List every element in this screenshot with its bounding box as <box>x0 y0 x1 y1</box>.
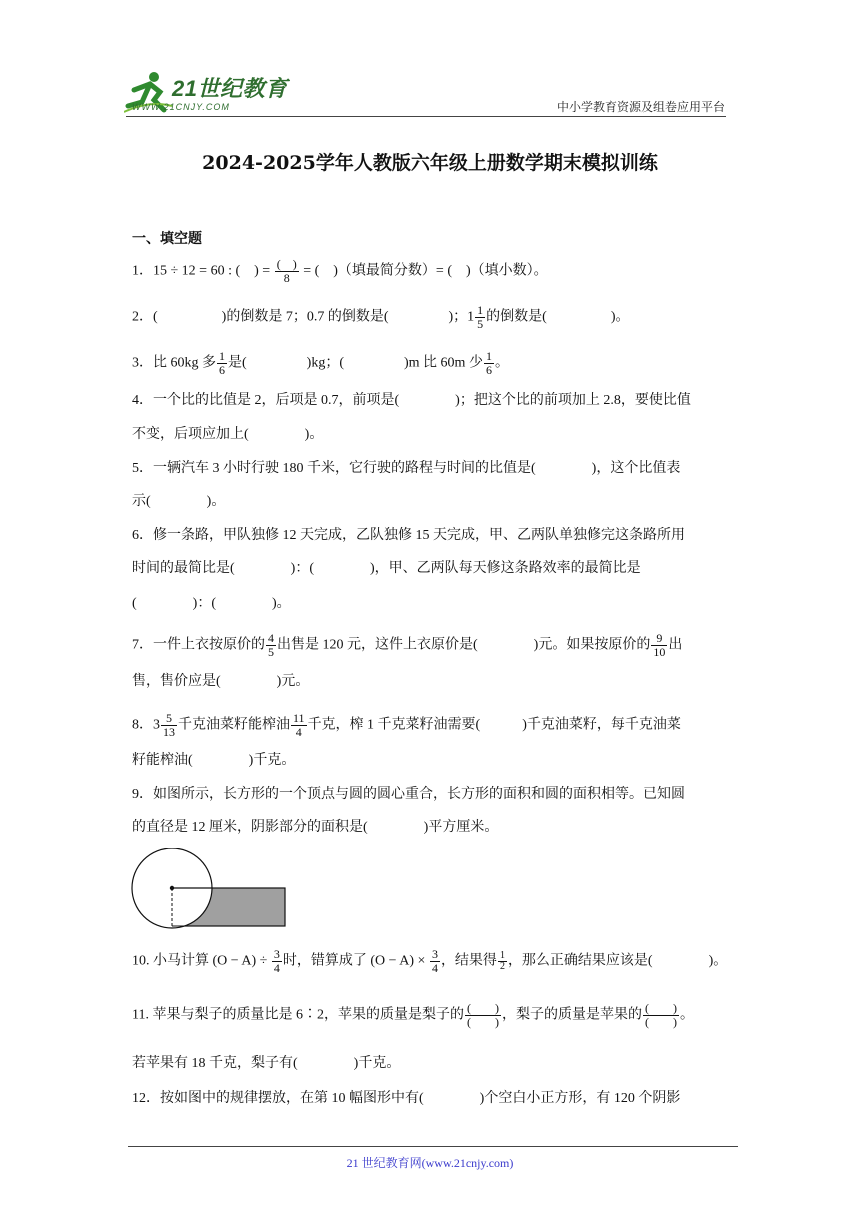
frac-den: 5 <box>477 317 484 331</box>
frac-num: 1 <box>477 303 484 317</box>
fraction <box>161 712 177 739</box>
frac-num: 3 <box>431 947 438 961</box>
frac-num: 11 <box>293 711 305 725</box>
question-7-line-2: 售，售价应是( )元。 <box>132 674 310 689</box>
section-heading: 一、填空题 <box>132 231 202 247</box>
q2-text-e: )。 <box>610 309 630 325</box>
frac-num: ( ) <box>644 1001 677 1015</box>
frac-num: ( ) <box>466 1001 499 1015</box>
frac-num: 4 <box>268 631 274 645</box>
question-8-line-1 <box>132 712 681 739</box>
q3-text-d: )m 比 60m 少 <box>404 355 483 371</box>
frac-num: 1 <box>499 950 505 961</box>
frac-den: 4 <box>295 725 302 739</box>
circle-rectangle-figure <box>128 848 292 934</box>
fraction <box>266 632 276 659</box>
footer-divider <box>128 1146 738 1147</box>
question-8-line-2: 籽能榨油( )千克。 <box>132 753 296 768</box>
q11-text-c: 。 <box>679 1007 694 1023</box>
frac-num: 1 <box>485 349 492 363</box>
page-title: 2024-2025学年人教版六年级上册数学期末模拟训练 <box>202 152 658 174</box>
fraction <box>291 712 307 739</box>
question-11-line-2: 若苹果有 18 千克，梨子有( )千克。 <box>132 1056 401 1071</box>
fraction <box>643 1002 679 1029</box>
frac-num: ( ) <box>276 257 297 271</box>
fraction <box>475 304 485 331</box>
header-divider <box>126 116 726 117</box>
question-11-line-1 <box>132 1002 694 1029</box>
question-10 <box>132 948 727 975</box>
frac-num: 3 <box>273 947 280 961</box>
frac-den: 4 <box>431 961 438 975</box>
logo-text: 21世纪教育 <box>172 76 288 101</box>
frac-den: 5 <box>268 645 274 659</box>
question-4-line-2: 不变，后项应加上( )。 <box>132 427 324 442</box>
frac-den: 8 <box>283 271 290 285</box>
platform-label: 中小学教育资源及组卷应用平台 <box>556 100 725 114</box>
fraction <box>465 1002 501 1029</box>
frac-den: 6 <box>485 363 492 377</box>
q11-text-b: ，梨子的质量是苹果的 <box>501 1007 642 1023</box>
q3-text-c: )kg；( <box>306 355 344 371</box>
frac-num: 1 <box>219 349 225 363</box>
question-6-line-3: ( )：( )。 <box>132 596 291 611</box>
question-5-line-1: 5．一辆汽车 3 小时行驶 180 千米，它行驶的路程与时间的比值是( )，这个比值表 <box>132 461 681 476</box>
fraction <box>498 951 507 972</box>
frac-den: 13 <box>163 725 175 739</box>
q8-text-b: 千克油菜籽能榨油 <box>178 717 290 733</box>
frac-den: ( ) <box>466 1015 499 1029</box>
logo-url: WWW.21CNJY.COM <box>132 102 230 112</box>
question-12-line-1: 12．按如图中的规律摆放，在第 10 幅图形中有( )个空白小正方形，有 120 个阴影 <box>132 1091 681 1106</box>
question-4-line-1: 4．一个比的比值是 2，后项是 0.7，前项是( )；把这个比的前项加上 2.8，要使比值 <box>132 393 691 408</box>
question-9-line-1: 9．如图所示，长方形的一个顶点与圆的圆心重合，长方形的面积和圆的面积相等。已知圆 <box>132 787 685 802</box>
question-3 <box>132 350 509 377</box>
frac-den: 10 <box>653 645 666 659</box>
fraction <box>484 350 494 377</box>
fraction <box>217 350 227 377</box>
q8-text-a: 8．3 <box>132 717 160 733</box>
question-6-line-1: 6．修一条路，甲队独修 12 天完成，乙队独修 15 天完成，甲、乙两队单独修完这条路所用 <box>132 528 685 543</box>
footer-text: 21 世纪教育网(www.21cnjy.com) <box>346 1156 514 1170</box>
frac-den: 6 <box>219 363 225 377</box>
logo <box>124 68 294 120</box>
question-7-line-1 <box>132 632 682 659</box>
q3-text-e: 。 <box>494 355 509 371</box>
q3-text-a: 3．比 60kg 多 <box>132 355 216 371</box>
q2-text-b: )的倒数是 7；0.7 的倒数是( <box>221 309 389 325</box>
question-5-line-2: 示( )。 <box>132 494 226 509</box>
question-6-line-2: 时间的最简比是( )：( )，甲、乙两队每天修这条路效率的最简比是 <box>132 561 641 576</box>
q8-text-c: 千克，榨 1 千克菜籽油需要( )千克油菜籽，每千克油菜 <box>307 717 681 733</box>
q1-text-a: 1．15 ÷ 12 = 60 : ( ) = <box>132 263 274 279</box>
frac-den: 4 <box>273 961 280 975</box>
q10-text-a: 10. 小马计算 (O − A) ÷ <box>132 953 271 969</box>
fraction <box>272 948 282 975</box>
question-2 <box>132 304 630 331</box>
q2-text-c: )；1 <box>448 309 475 325</box>
question-9-line-2: 的直径是 12 厘米，阴影部分的面积是( )平方厘米。 <box>132 820 499 835</box>
frac-den: 2 <box>499 961 505 972</box>
fraction <box>651 632 667 659</box>
q10-text-d: ，那么正确结果应该是( )。 <box>507 953 728 969</box>
q7-text-c: 出 <box>668 637 683 653</box>
fraction <box>275 258 299 285</box>
q7-text-a: 7．一件上衣按原价的 <box>132 637 265 653</box>
circle-center-dot <box>170 886 174 890</box>
q10-text-b: 时，错算成了 (O − A) × <box>282 953 429 969</box>
q1-text-b: = ( )（填最简分数）= ( )（填小数）。 <box>299 263 548 279</box>
q11-text-a: 11. 苹果与梨子的质量比是 6∶2，苹果的质量是梨子的 <box>132 1007 464 1023</box>
question-1 <box>132 258 548 285</box>
frac-den: ( ) <box>644 1015 677 1029</box>
q10-text-c: ，结果得 <box>440 953 497 969</box>
frac-num: 5 <box>161 712 177 726</box>
q2-text-d: 的倒数是( <box>486 309 547 325</box>
frac-num: 9 <box>651 632 667 646</box>
q7-text-b: 出售是 120 元，这件上衣原价是( )元。如果按原价的 <box>277 637 651 653</box>
q3-text-b: 是( <box>228 355 247 371</box>
q2-text-a: 2．( <box>132 309 158 325</box>
fraction <box>430 948 440 975</box>
